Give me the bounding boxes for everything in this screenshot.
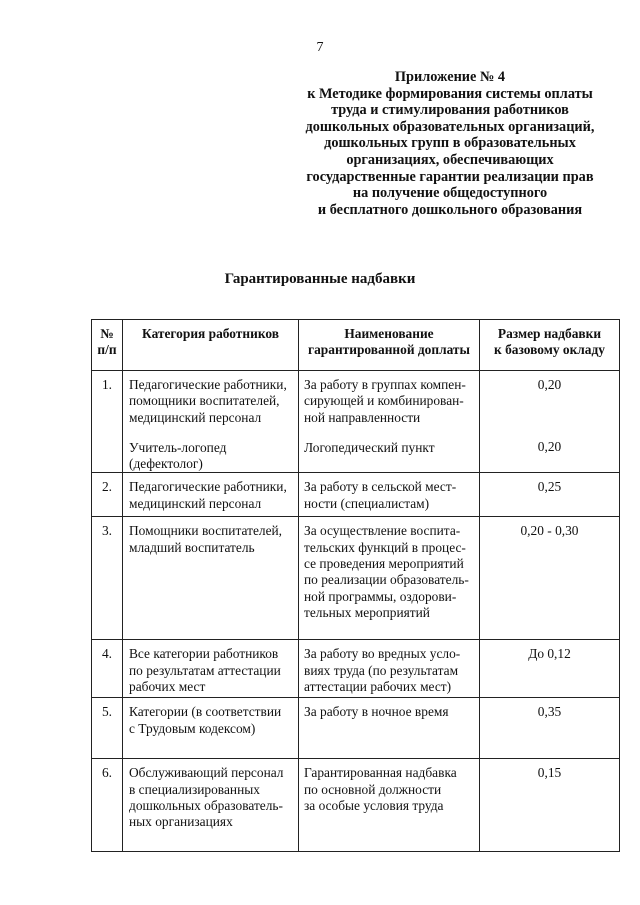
- appendix-line: государственные гарантии реализации прав: [306, 168, 594, 185]
- row-name: За работу в ночное время: [299, 698, 480, 759]
- row-number: 6.: [92, 759, 123, 852]
- table-row: [92, 371, 620, 473]
- table-row: [92, 759, 620, 852]
- row-size: 0,35: [480, 698, 620, 759]
- row-size: 0,15: [480, 759, 620, 852]
- row-category: Педагогические работники, помощники воспитателей, медицинский персонал: [129, 377, 287, 425]
- row-number: 4.: [92, 640, 123, 698]
- row-size: 0,20: [537, 377, 562, 392]
- header-name: Наименование гарантированной доплаты: [299, 320, 480, 371]
- appendix-line: Приложение № 4: [394, 69, 506, 85]
- row-number: 3.: [92, 517, 123, 640]
- appendix-line: к Методике формирования системы оплаты: [307, 85, 593, 102]
- row-number: 5.: [92, 698, 123, 759]
- table-header-row: [92, 320, 620, 371]
- table-row: [92, 640, 620, 698]
- row-category-sub: Учитель-логопед (дефектолог): [129, 439, 227, 472]
- table-row: [92, 473, 620, 517]
- appendix-line: дошкольных образовательных организаций,: [305, 118, 595, 135]
- appendix-line: и бесплатного дошкольного образования: [317, 201, 583, 218]
- row-name: За работу в сельской мест- ности (специалистам): [299, 473, 480, 517]
- row-number: 2.: [92, 473, 123, 517]
- row-name: За работу в группах компен- сирующей и комбинирован- ной направленности: [304, 377, 466, 425]
- row-category: Категории (в соответствии с Трудовым кодексом): [123, 698, 299, 759]
- row-category: Обслуживающий персонал в специализированных дошкольных образователь- ных организациях: [123, 759, 299, 852]
- header-num: № п/п: [92, 320, 123, 371]
- header-size: Размер надбавки к базовому окладу: [480, 320, 620, 371]
- appendix-line: труда и стимулирования работников: [331, 102, 569, 119]
- page-number: 7: [316, 40, 324, 55]
- appendix-line: организациях, обеспечивающих: [346, 151, 554, 168]
- row-category: Все категории работников по результатам аттестации рабочих мест: [123, 640, 299, 698]
- row-name-sub: Логопедический пункт: [304, 439, 435, 455]
- row-size: 0,25: [480, 473, 620, 517]
- row-name: Гарантированная надбавка по основной должности за особые условия труда: [299, 759, 480, 852]
- allowances-table: [91, 319, 620, 852]
- row-name: За осуществление воспита- тельских функций в процес- се проведения мероприятий по реализации образователь- ной программы, оздорови- тельных мероприятий: [299, 517, 480, 640]
- row-size: До 0,12: [480, 640, 620, 698]
- document-title: Гарантированные надбавки: [224, 271, 416, 287]
- row-name: За работу во вредных усло- виях труда (по результатам аттестации рабочих мест): [299, 640, 480, 698]
- header-category: Категория работников: [123, 320, 299, 371]
- row-size: 0,20 - 0,30: [480, 517, 620, 640]
- appendix-header: [290, 69, 610, 218]
- table-row: [92, 698, 620, 759]
- appendix-line: дошкольных групп в образовательных: [324, 135, 576, 152]
- appendix-line: на получение общедоступного: [352, 185, 548, 202]
- table-row: [92, 517, 620, 640]
- row-category: Педагогические работники, медицинский персонал: [123, 473, 299, 517]
- row-number: 1.: [92, 371, 123, 473]
- row-size-sub: 0,20: [537, 439, 562, 455]
- row-category: Помощники воспитателей, младший воспитатель: [123, 517, 299, 640]
